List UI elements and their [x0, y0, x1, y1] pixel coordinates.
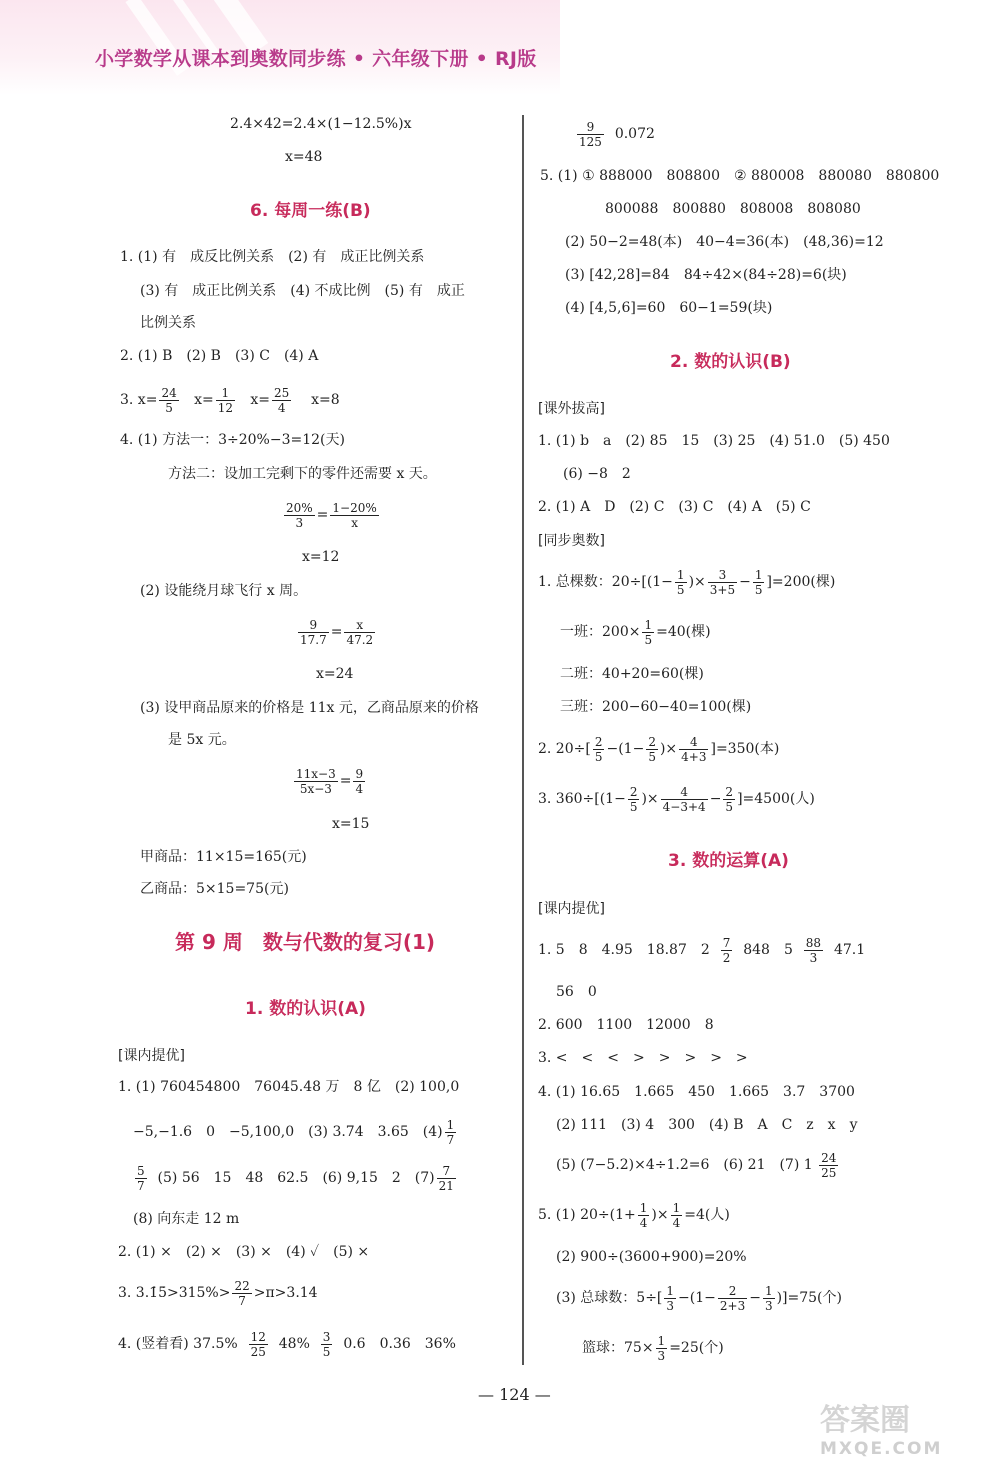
answer-line: $\frac{5}{7}$ (5) 56 15 48 62.5 (6) 9,15 2 (7) $\frac{7}{21}$: [137, 1163, 454, 1193]
column-divider: [522, 115, 524, 1365]
answer-line: 是 5x 元。: [168, 732, 236, 748]
answer-line: 3. x= $\frac{24}{5}$ x= $\frac{1}{12}$ x= $\frac{25}{4}$ x=8: [120, 385, 340, 415]
answer-line: 1. 总棵数：20÷[(1− $\frac{1}{5}$ )× $\frac{3}{3+5}$ − $\frac{1}{5}$ ]=200(棵): [538, 567, 836, 597]
answer-line: (5) (7−5.2)×4÷1.2=6 (6) 21 (7) 1 $\frac{24}{25}$: [556, 1150, 837, 1180]
answer-line: 1. (1) 760454800 76045.48 万 8 亿 (2) 100,0: [118, 1079, 460, 1095]
answer-line: (3) [42,28]=84 84÷42×(84÷28)=6(块): [565, 267, 847, 283]
answer-line: 3. 3.1̇5̇>315%> $\frac{22}{7}$ >π>3.14: [118, 1278, 318, 1308]
answer-line: 5. (1) 20÷(1+ $\frac{1}{4}$ )× $\frac{1}{4}$ =4(人): [538, 1200, 730, 1230]
answer-line: 三班：200−60−40=100(棵): [560, 699, 752, 715]
answer-line: 1. (1) 有 成反比例关系 (2) 有 成正比例关系: [120, 249, 425, 265]
book-title: 小学数学从课本到奥数同步练 • 六年级下册 • RJ版: [95, 48, 537, 70]
subsection-label: [课内提优]: [118, 1048, 185, 1064]
answer-line: (3) 有 成正比例关系 (4) 不成比例 (5) 有 成正: [140, 283, 465, 299]
answer-line: 甲商品：11×15=165(元): [140, 849, 307, 865]
equation-line: $\frac{20\%}{3}$ = $\frac{1-20\%}{x}$: [286, 500, 377, 530]
equation-line: x=48: [285, 149, 323, 165]
answer-line: 2. (1) × (2) × (3) × (4) ✓ (5) ×: [118, 1244, 370, 1260]
answer-line: 乙商品：5×15=75(元): [140, 881, 289, 897]
section-heading: 3. 数的运算(A): [668, 851, 789, 871]
answer-line: 篮球：75× $\frac{1}{3}$ =25(个): [582, 1333, 724, 1363]
answer-line: 56 0: [556, 984, 597, 1000]
answer-line: 1. 5 8 4.95 18.87 2 $\frac{7}{2}$ 848 5 $\frac{88}{3}$ 47.1: [538, 935, 866, 965]
chapter-heading: 第 9 周 数与代数的复习(1): [175, 930, 436, 954]
equation-line: x=12: [302, 549, 340, 565]
answer-line: 方法二：设加工完剩下的零件还需要 x 天。: [168, 466, 437, 482]
answer-line: (3) 总球数：5÷[ $\frac{1}{3}$ −(1− $\frac{2}{2+3}$ − $\frac{1}{3}$ )]=75(个): [556, 1283, 842, 1313]
answer-line: (4) [4,5,6]=60 60−1=59(块): [565, 300, 773, 316]
section-heading: 6. 每周一练(B): [250, 201, 371, 221]
answer-line: 5. (1) ① 888000 808800 ② 880008 880080 880800: [540, 168, 940, 184]
answer-line: 2. 600 1100 12000 8: [538, 1017, 714, 1033]
answer-line: (6) −8 2: [563, 466, 631, 482]
section-heading: 1. 数的认识(A): [245, 999, 366, 1019]
answer-line: 1. (1) b a (2) 85 15 (3) 25 (4) 51.0 (5) 450: [538, 433, 890, 449]
answer-line: (2) 50−2=48(本) 40−4=36(本) (48,36)=12: [565, 234, 884, 250]
answer-line: 4. (1) 16.65 1.665 450 1.665 3.7 3700: [538, 1084, 855, 1100]
watermark-logo: 答案圈 MXQE.COM: [820, 1403, 943, 1459]
answer-line: 3. < < < > > > > >: [538, 1050, 748, 1066]
subsection-label: [课内提优]: [538, 901, 605, 917]
answer-line: 4. (1) 方法一：3÷20%−3=12(天): [120, 432, 345, 448]
answer-line: −5,−1.6 0 −5,100,0 (3) 3.74 3.65 (4) $\frac{1}{7}$: [133, 1117, 455, 1147]
answer-line: $\frac{9}{125}$ 0.072: [579, 119, 655, 149]
answer-line: 800088 800880 808008 808080: [605, 201, 861, 217]
subsection-label: [课外拔高]: [538, 401, 605, 417]
equation-line: x=24: [316, 666, 354, 682]
answer-line: 一班：200× $\frac{1}{5}$ =40(棵): [560, 617, 711, 647]
answer-line: 4. (竖着看) 37.5% $\frac{12}{25}$ 48% $\frac{3}{5}$ 0.6 0.36 36%: [118, 1329, 456, 1359]
answer-line: 二班：40+20=60(棵): [560, 666, 704, 682]
section-heading: 2. 数的认识(B): [670, 352, 791, 372]
answer-line: (8) 向东走 12 m: [133, 1211, 240, 1227]
subsection-label: [同步奥数]: [538, 533, 605, 549]
answer-line: (2) 900÷(3600+900)=20%: [556, 1249, 747, 1265]
answer-line: (3) 设甲商品原来的价格是 11x 元，乙商品原来的价格: [140, 700, 479, 716]
equation-line: x=15: [332, 816, 370, 832]
answer-line: 2. (1) A D (2) C (3) C (4) A (5) C: [538, 499, 811, 515]
answer-line: 3. 360÷[(1− $\frac{2}{5}$ )× $\frac{4}{4-3+4}$ − $\frac{2}{5}$ ]=4500(人): [538, 784, 815, 814]
equation-line: $\frac{9}{17.7}$ = $\frac{x}{47.2}$: [300, 617, 374, 647]
equation-line: $\frac{11x-3}{5x-3}$ = $\frac{9}{4}$: [296, 766, 364, 796]
answer-line: 比例关系: [140, 315, 196, 331]
page-number: — 124 —: [478, 1385, 551, 1404]
answer-line: 2. 20÷[ $\frac{2}{5}$ −(1− $\frac{2}{5}$ )× $\frac{4}{4+3}$ ]=350(本): [538, 734, 780, 764]
answer-line: (2) 设能绕月球飞行 x 周。: [140, 583, 308, 599]
answer-line: 2. (1) B (2) B (3) C (4) A: [120, 348, 319, 364]
answer-line: (2) 111 (3) 4 300 (4) B A C z x y: [556, 1117, 858, 1133]
equation-line: 2.4×42=2.4×(1−12.5%)x: [230, 116, 412, 132]
